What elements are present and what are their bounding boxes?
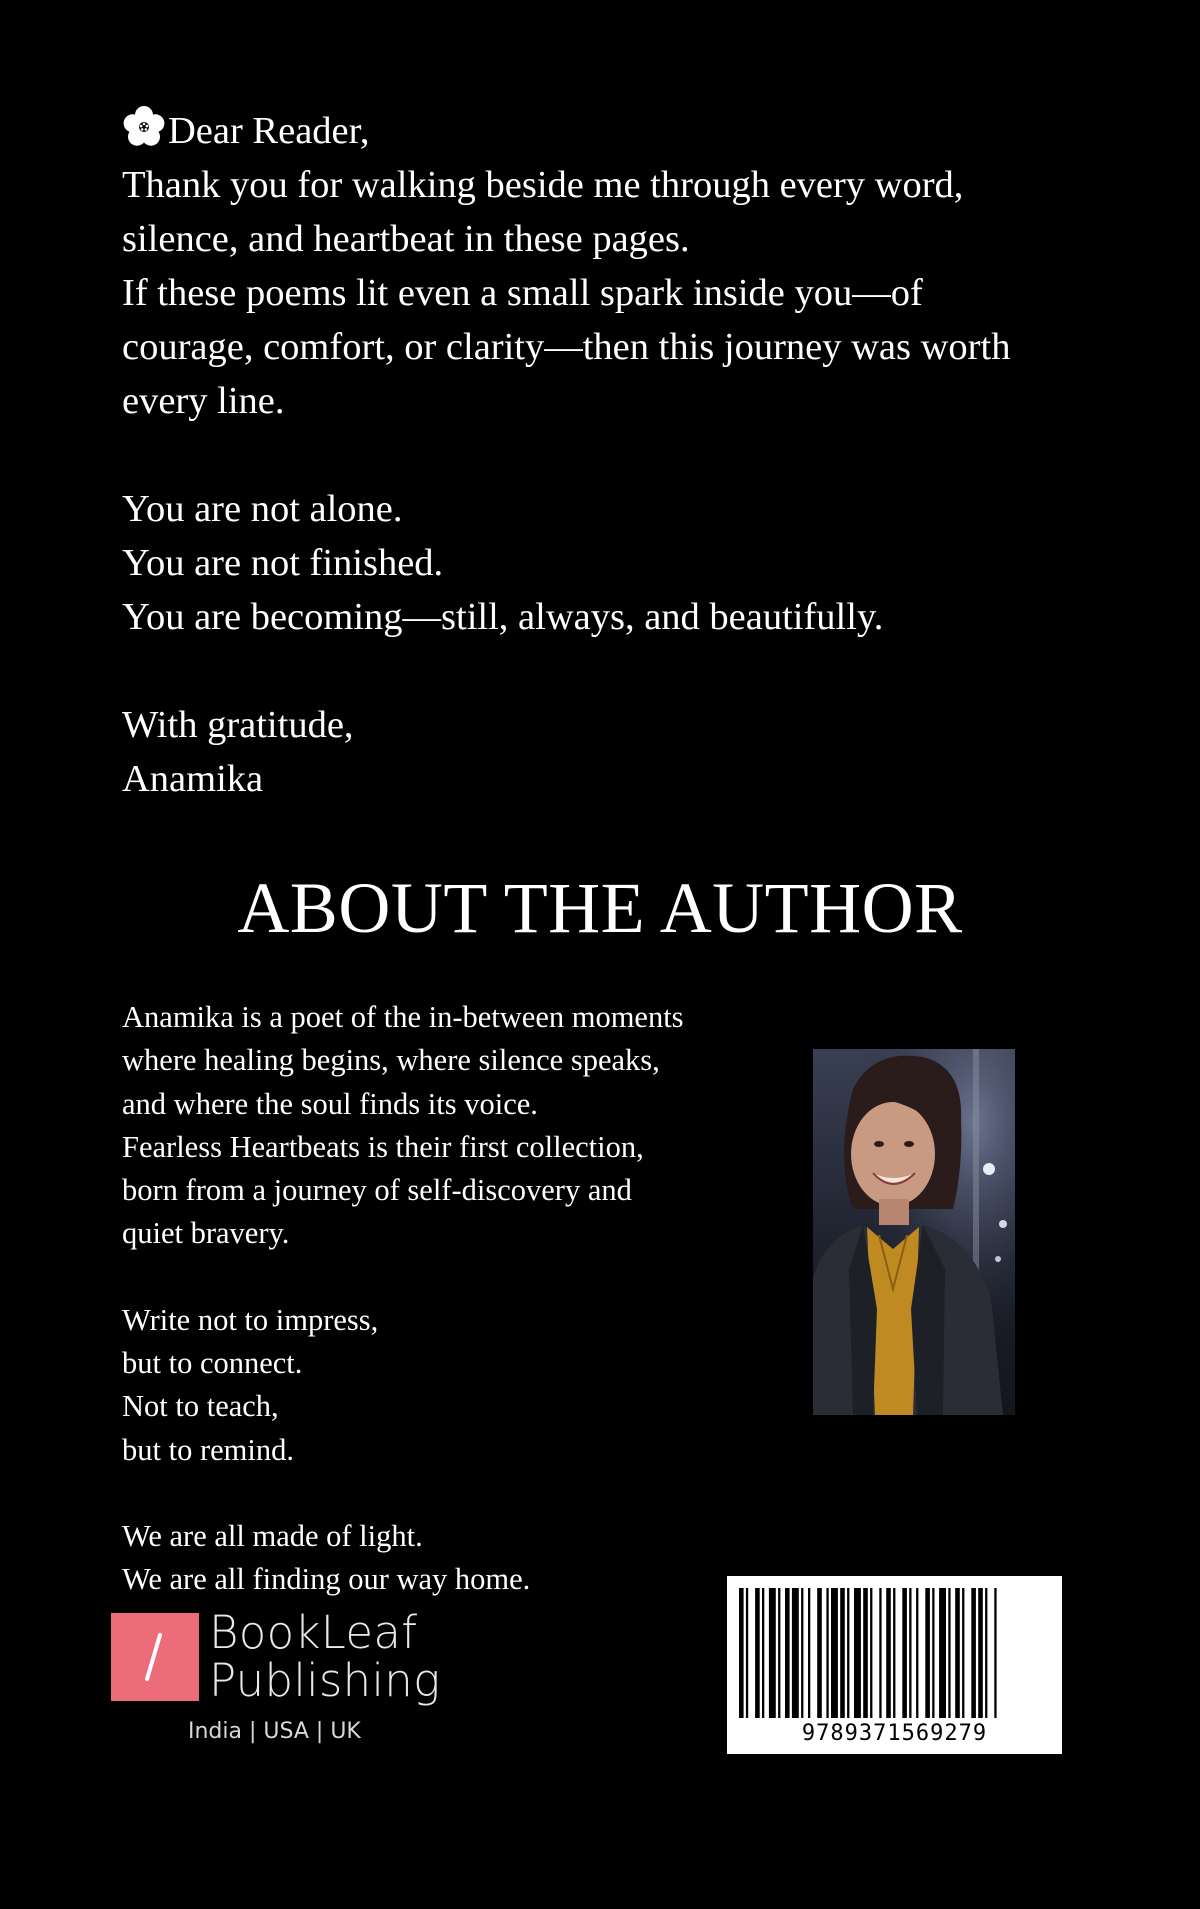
verse-line: but to connect. [122, 1346, 303, 1381]
barcode-bar [955, 1588, 960, 1718]
barcode-bar [962, 1588, 964, 1718]
greeting-text: Dear Reader, [168, 110, 370, 152]
barcode-bar [755, 1588, 760, 1718]
barcode-bar [863, 1588, 868, 1718]
letter-line: You are not alone. [122, 488, 403, 530]
barcode-bar [769, 1588, 776, 1718]
verse-line: Not to teach, [122, 1389, 279, 1424]
bio-line: where healing begins, where silence speaks, [122, 1043, 660, 1078]
barcode-bar [985, 1588, 987, 1718]
barcode-bar [925, 1588, 930, 1718]
letter-line: silence, and heartbeat in these pages. [122, 218, 690, 260]
verse-line: but to remind. [122, 1432, 294, 1467]
bio-line: Fearless Heartbeats is their first collection, [122, 1129, 644, 1164]
barcode-bar [948, 1588, 950, 1718]
barcode-bar [886, 1588, 891, 1718]
barcode-bar [792, 1588, 799, 1718]
verse-stanza-2 [122, 1515, 762, 1602]
barcode-bar [785, 1588, 790, 1718]
verse-line: Write not to impress, [122, 1302, 379, 1337]
letter-line: every line. [122, 380, 285, 422]
letter-paragraph-2 [122, 482, 1102, 644]
barcode-bar [971, 1588, 976, 1718]
publisher-logo [111, 1606, 471, 1753]
reader-letter [122, 104, 1102, 806]
letter-line: Thank you for walking beside me through every word, [122, 164, 964, 206]
author-bio [122, 996, 762, 1602]
barcode-bar [739, 1588, 744, 1718]
flower-icon [122, 105, 166, 149]
barcode-bar [870, 1588, 872, 1718]
barcode-bar [746, 1588, 748, 1718]
barcode-bar [854, 1588, 861, 1718]
verse-stanza-1 [122, 1299, 762, 1472]
barcode-bar [893, 1588, 895, 1718]
author-portrait-illustration [813, 1049, 1015, 1415]
barcode-bar [831, 1588, 838, 1718]
barcode-bar [801, 1588, 803, 1718]
verse-line: We are all made of light. [122, 1518, 423, 1553]
slash-icon [111, 1613, 199, 1701]
bio-line: Anamika is a poet of the in-between moments [122, 1000, 684, 1034]
barcode-bar [978, 1588, 983, 1718]
publisher-logo-mark [111, 1613, 199, 1701]
barcode-bar [939, 1588, 946, 1718]
author-photo [813, 1049, 1015, 1415]
bio-line: and where the soul finds its voice. [122, 1086, 538, 1121]
greeting-line [122, 104, 1102, 158]
bio-line: quiet bravery. [122, 1216, 290, 1251]
barcode-bar [778, 1588, 780, 1718]
bio-line: born from a journey of self-discovery and [122, 1173, 632, 1208]
publisher-name-line-2: Publishing [209, 1654, 441, 1707]
barcode-bar [902, 1588, 907, 1718]
letter-line: You are not finished. [122, 542, 444, 584]
publisher-regions: India | USA | UK [188, 1719, 361, 1744]
letter-paragraph-1 [122, 104, 1102, 428]
closing-text: With gratitude, [122, 704, 354, 746]
barcode-bar [762, 1588, 764, 1718]
isbn-number: 9789371569279 [801, 1721, 988, 1746]
barcode-bar [847, 1588, 849, 1718]
barcode-bar [808, 1588, 810, 1718]
barcode-bar [909, 1588, 911, 1718]
about-author-heading: ABOUT THE AUTHOR [237, 868, 963, 948]
barcode-bar [817, 1588, 822, 1718]
barcode-bar [994, 1588, 996, 1718]
letter-line: If these poems lit even a small spark inside you—of [122, 272, 923, 314]
barcode-bar [916, 1588, 918, 1718]
signature-text: Anamika [122, 758, 264, 800]
letter-signoff [122, 698, 1102, 806]
barcode-bar [840, 1588, 845, 1718]
verse-line: We are all finding our way home. [122, 1562, 531, 1597]
publisher-name-line-1: BookLeaf [209, 1606, 418, 1659]
barcode-bar [932, 1588, 934, 1718]
barcode-bar [879, 1588, 881, 1718]
letter-line: You are becoming—still, always, and beautifully. [122, 596, 884, 638]
bio-paragraph [122, 996, 762, 1256]
letter-line: courage, comfort, or clarity—then this journey was worth [122, 326, 1011, 368]
isbn-barcode [727, 1576, 1062, 1754]
barcode-bar [826, 1588, 828, 1718]
